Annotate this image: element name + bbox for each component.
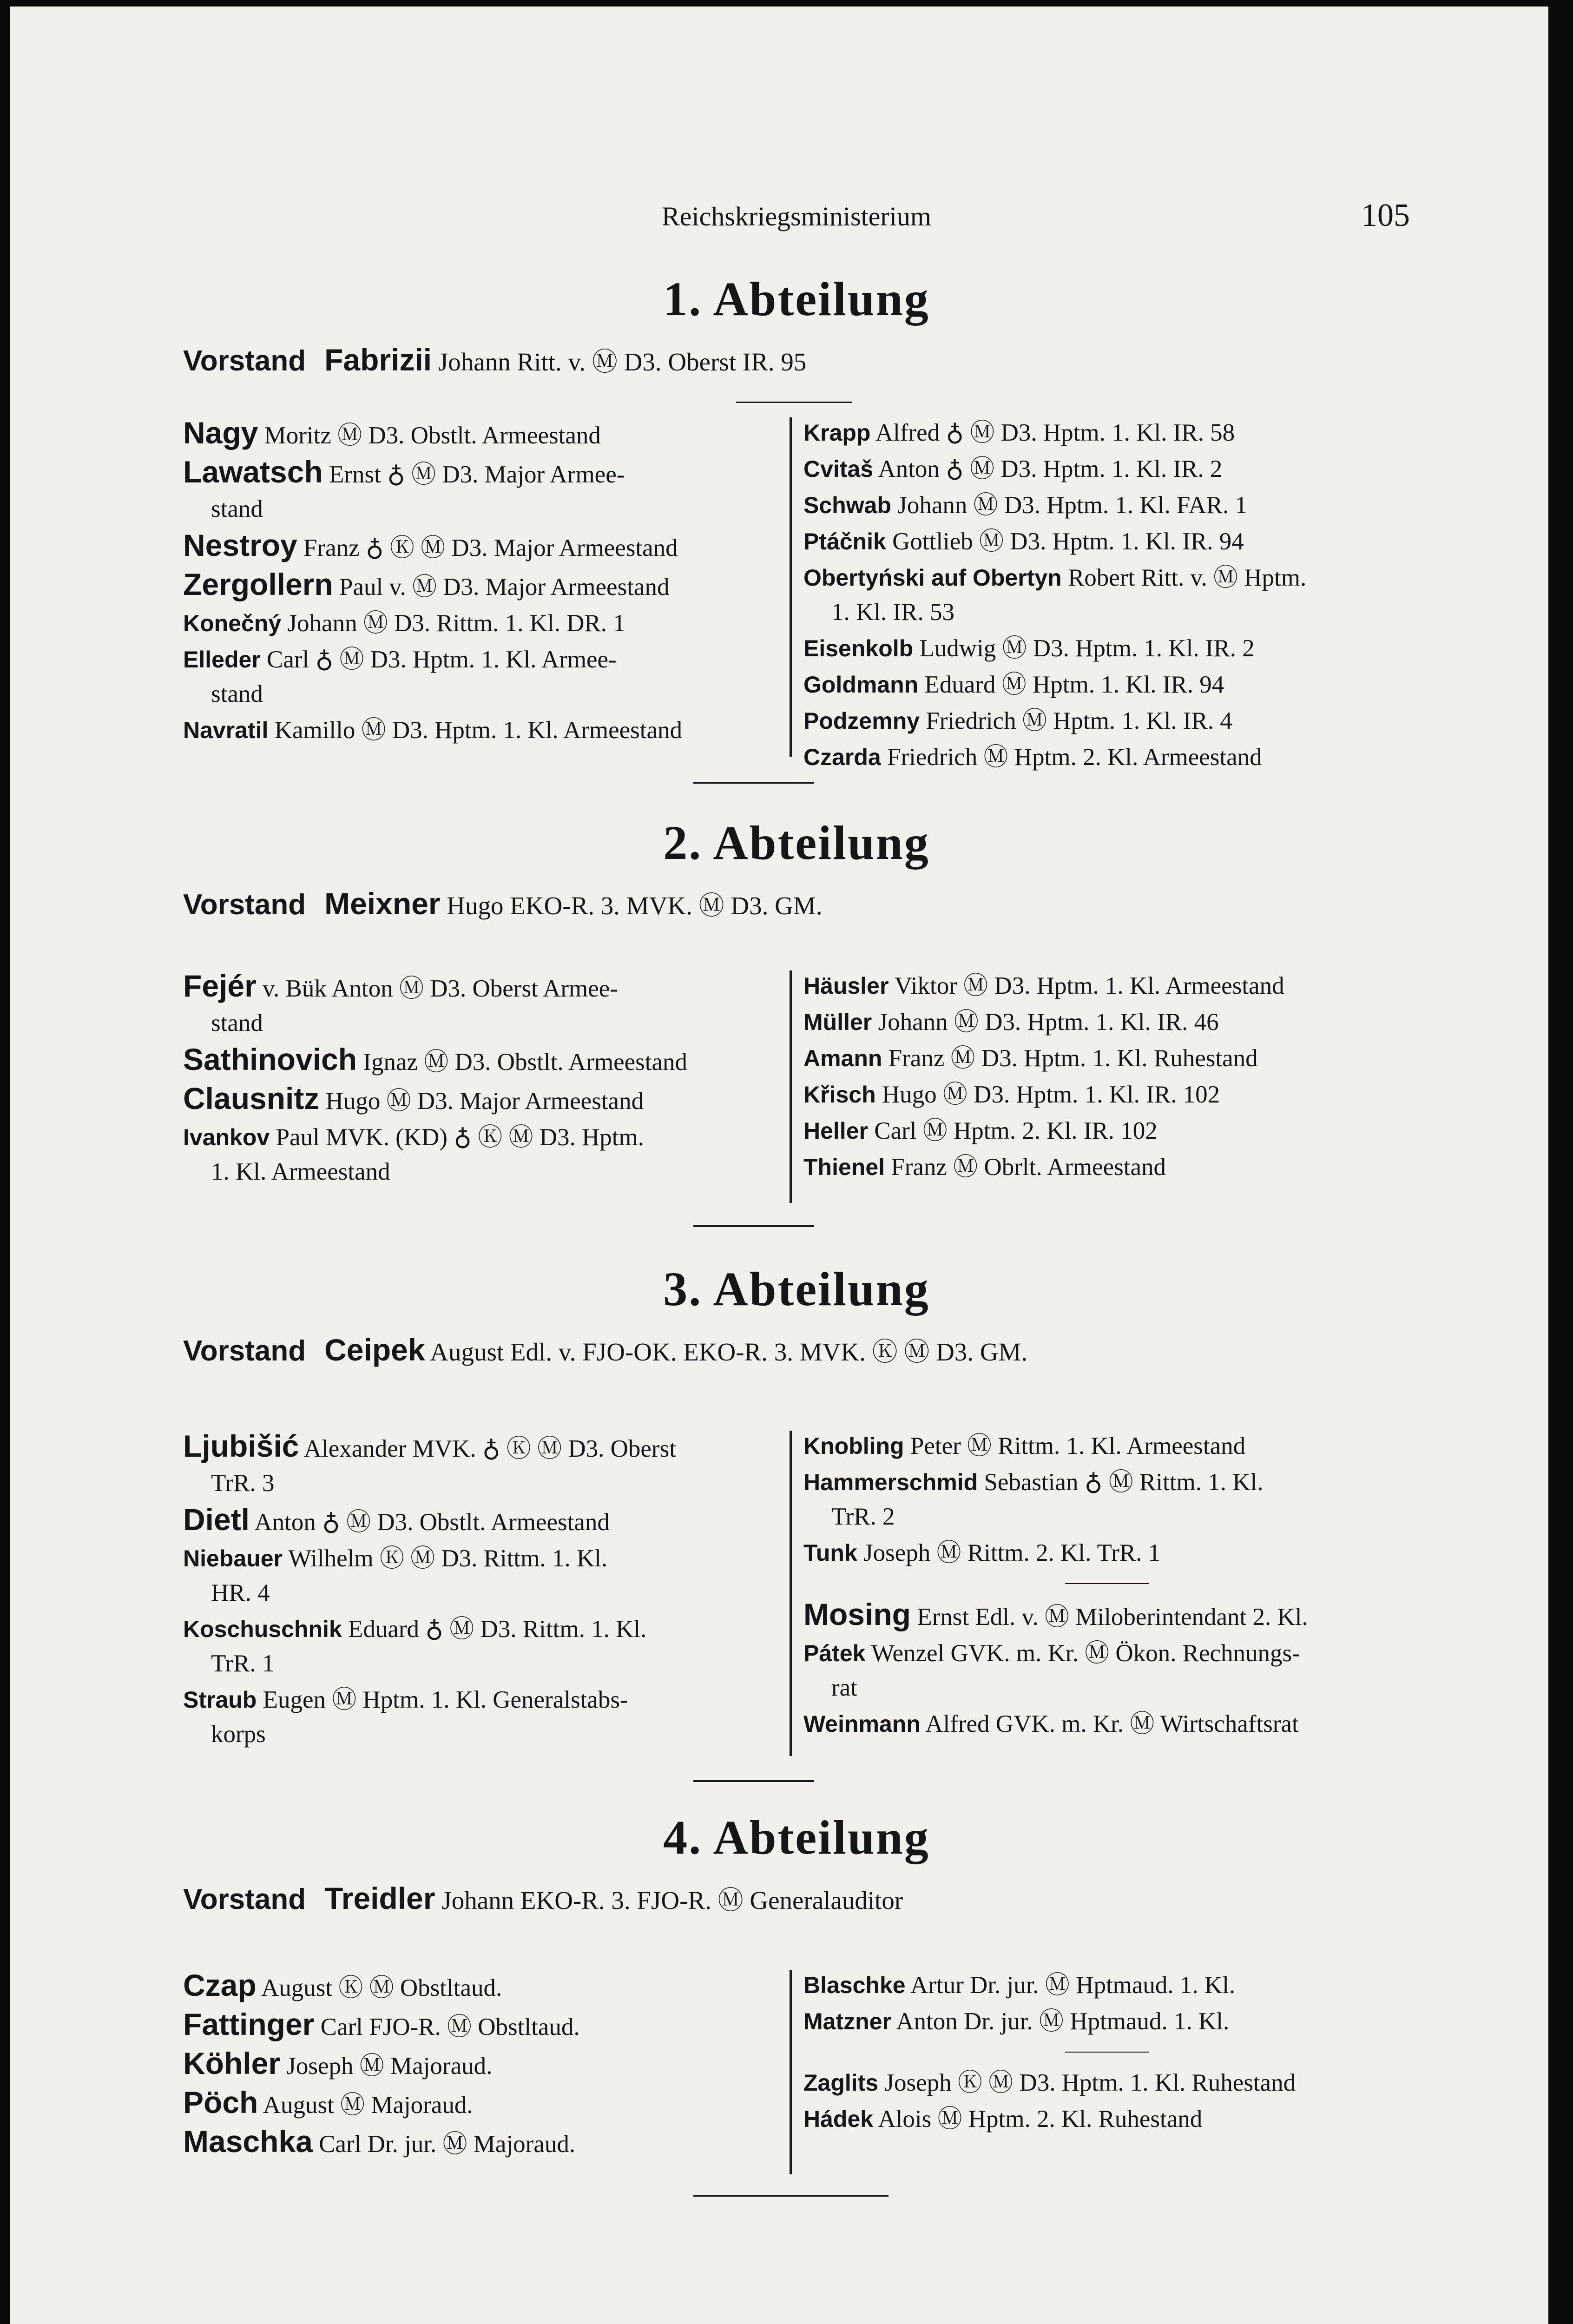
- person-entry: [183, 455, 783, 526]
- person-entry: [803, 1041, 1410, 1076]
- person-entry: [183, 1683, 783, 1751]
- vorstand-label: Vorstand: [183, 345, 306, 377]
- person-details: Joseph Ⓜ Majoraud.: [286, 2053, 493, 2080]
- person-surname: Amann: [803, 1045, 882, 1071]
- person-surname: Podzemny: [803, 708, 920, 734]
- person-entry: [803, 2066, 1410, 2100]
- page-end-rule: [693, 2195, 889, 2197]
- person-details: Hugo Ⓜ D3. Hptm. 1. Kl. IR. 102: [882, 1081, 1220, 1108]
- running-title: Reichskriegsministerium: [662, 201, 931, 231]
- person-surname: Köhler: [183, 2046, 281, 2080]
- person-entry: [183, 2046, 783, 2083]
- right-column: [803, 1429, 1410, 1743]
- entry-separator: [1065, 2052, 1149, 2053]
- person-surname: Cvitaš: [803, 456, 874, 482]
- person-entry: [803, 1636, 1410, 1705]
- section-title: 4. Abteilung: [663, 1811, 930, 1864]
- person-surname: Clausnitz: [183, 1081, 320, 1116]
- person-entry: [803, 1005, 1410, 1039]
- person-entry: [803, 561, 1410, 629]
- person-entry: [183, 1429, 783, 1500]
- person-surname: Obertyński auf Obertyn: [803, 565, 1062, 591]
- person-details: Carl FJO-R. Ⓜ Obstltaud.: [320, 2014, 580, 2040]
- person-surname: Eisenkolb: [803, 635, 914, 661]
- person-surname: Koschuschnik: [183, 1616, 342, 1642]
- vorstand-name: Treidler: [324, 1881, 435, 1915]
- person-details: Johann Ⓜ D3. Hptm. 1. Kl. IR. 46: [878, 1009, 1219, 1036]
- person-details-continued: stand: [211, 680, 263, 707]
- person-entry: [183, 969, 783, 1040]
- person-surname: Czap: [183, 1968, 257, 2002]
- person-details: Alois Ⓜ Hptm. 2. Kl. Ruhestand: [878, 2106, 1203, 2133]
- person-surname: Nagy: [183, 416, 258, 450]
- person-surname: Hádek: [803, 2106, 874, 2132]
- person-surname: Häusler: [803, 973, 889, 999]
- person-entry: [803, 1150, 1410, 1184]
- person-entry: [803, 1968, 1410, 2002]
- person-details-continued: TrR. 1: [211, 1650, 275, 1677]
- person-surname: Knobling: [803, 1433, 904, 1459]
- person-details: Wenzel GVK. m. Kr. Ⓜ Ökon. Rechnungs-: [871, 1640, 1300, 1667]
- person-entry: [183, 1612, 783, 1681]
- person-details-continued: TrR. 3: [211, 1470, 275, 1497]
- person-details: Eugen Ⓜ Hptm. 1. Kl. Generalstabs-: [263, 1686, 628, 1713]
- person-surname: Navratil: [183, 717, 269, 743]
- column-divider: [790, 971, 792, 1203]
- person-details: Carl ♁ Ⓜ D3. Hptm. 1. Kl. Armee-: [267, 646, 617, 673]
- running-header: [183, 197, 1410, 239]
- vorstand-label: Vorstand: [183, 889, 306, 921]
- person-details-continued: stand: [211, 495, 263, 522]
- person-details: Alexander MVK. ♁ Ⓚ Ⓜ D3. Oberst: [303, 1435, 676, 1462]
- person-surname: Straub: [183, 1687, 257, 1713]
- person-surname: Sathinovich: [183, 1042, 357, 1076]
- vorstand-line: [183, 885, 1410, 922]
- section-rule: [693, 782, 814, 784]
- right-column: [803, 416, 1410, 776]
- person-entry: [183, 2007, 783, 2044]
- person-details: Joseph Ⓚ Ⓜ D3. Hptm. 1. Kl. Ruhestand: [884, 2069, 1296, 2096]
- person-details: Franz ♁ Ⓚ Ⓜ D3. Major Armeestand: [303, 535, 678, 561]
- person-entry: [183, 416, 783, 453]
- section-title: 2. Abteilung: [663, 816, 930, 870]
- person-entry: [183, 2124, 783, 2161]
- person-details: Anton ♁ Ⓜ D3. Hptm. 1. Kl. IR. 2: [878, 456, 1223, 482]
- vorstand-details: Johann Ritt. v. Ⓜ D3. Oberst IR. 95: [438, 348, 807, 376]
- right-column: [803, 1968, 1410, 2138]
- person-entry: [183, 1502, 783, 1539]
- person-details: Paul v. Ⓜ D3. Major Armeestand: [339, 574, 670, 601]
- person-details: Gottlieb Ⓜ D3. Hptm. 1. Kl. IR. 94: [892, 528, 1244, 555]
- person-details-continued: rat: [831, 1674, 857, 1701]
- person-surname: Heller: [803, 1118, 868, 1144]
- person-details: August Ⓚ Ⓜ Obstltaud.: [261, 1974, 502, 2001]
- vorstand-details: Hugo EKO-R. 3. MVK. Ⓜ D3. GM.: [447, 891, 823, 920]
- person-details: Artur Dr. jur. Ⓜ Hptmaud. 1. Kl.: [910, 1972, 1236, 1999]
- left-column: [183, 1968, 783, 2163]
- person-entry: [183, 1968, 783, 2005]
- person-details-continued: HR. 4: [211, 1579, 270, 1606]
- person-details: v. Bük Anton Ⓜ D3. Oberst Armee-: [263, 975, 618, 1002]
- entry-separator: [1065, 1583, 1149, 1584]
- person-entry: [183, 1042, 783, 1079]
- person-entry: [183, 2085, 783, 2122]
- person-details: Alfred GVK. m. Kr. Ⓜ Wirtschaftsrat: [925, 1710, 1299, 1737]
- person-entry: [803, 1114, 1410, 1148]
- column-divider: [790, 1970, 792, 2174]
- person-surname: Pöch: [183, 2085, 258, 2119]
- person-details: Johann Ⓜ D3. Rittm. 1. Kl. DR. 1: [287, 610, 625, 637]
- heading-rule: [736, 402, 852, 403]
- person-surname: Schwab: [803, 492, 891, 518]
- person-surname: Maschka: [183, 2124, 313, 2159]
- person-entry: [183, 642, 783, 711]
- vorstand-label: Vorstand: [183, 1335, 306, 1367]
- person-entry: [803, 969, 1410, 1003]
- person-details: Friedrich Ⓜ Hptm. 1. Kl. IR. 4: [926, 707, 1232, 734]
- person-details-continued: 1. Kl. IR. 53: [831, 599, 954, 626]
- left-column: [183, 1429, 783, 1753]
- person-details: Carl Dr. jur. Ⓜ Majoraud.: [319, 2131, 576, 2158]
- person-entry: [803, 1536, 1410, 1570]
- person-entry: [803, 2102, 1410, 2136]
- person-surname: Pátek: [803, 1640, 866, 1666]
- person-surname: Ljubišić: [183, 1429, 299, 1463]
- person-details: Robert Ritt. v. Ⓜ Hptm.: [1067, 564, 1307, 591]
- person-entry: [803, 452, 1410, 486]
- person-entry: [183, 1081, 783, 1118]
- person-entry: [803, 1429, 1410, 1463]
- person-surname: Müller: [803, 1009, 872, 1035]
- column-divider: [790, 417, 792, 757]
- person-entry: [803, 1077, 1410, 1112]
- book-page: [10, 7, 1548, 2324]
- person-surname: Blaschke: [803, 1972, 906, 1998]
- person-details: Alfred ♁ Ⓜ D3. Hptm. 1. Kl. IR. 58: [875, 419, 1235, 446]
- person-surname: Zaglits: [803, 2070, 879, 2096]
- person-surname: Lawatsch: [183, 455, 323, 489]
- person-surname: Tunk: [803, 1540, 857, 1566]
- person-surname: Niebauer: [183, 1545, 283, 1571]
- person-details: Franz Ⓜ D3. Hptm. 1. Kl. Ruhestand: [888, 1045, 1258, 1072]
- person-details: Carl Ⓜ Hptm. 2. Kl. IR. 102: [874, 1117, 1158, 1144]
- person-surname: Thienel: [803, 1154, 885, 1180]
- person-surname: Matzner: [803, 2008, 891, 2034]
- person-surname: Konečný: [183, 610, 282, 636]
- person-details: August Ⓜ Majoraud.: [263, 2092, 473, 2119]
- person-details: Sebastian ♁ Ⓜ Rittm. 1. Kl.: [984, 1469, 1264, 1496]
- person-details: Kamillo Ⓜ D3. Hptm. 1. Kl. Armeestand: [274, 717, 683, 744]
- person-entry: [803, 704, 1410, 738]
- person-details: Joseph Ⓜ Rittm. 2. Kl. TrR. 1: [863, 1539, 1161, 1566]
- section-rule: [693, 1225, 814, 1227]
- person-surname: Křisch: [803, 1082, 876, 1108]
- person-details: Ernst Edl. v. Ⓜ Miloberintendant 2. Kl.: [917, 1604, 1308, 1631]
- vorstand-label: Vorstand: [183, 1883, 306, 1915]
- vorstand-details: Johann EKO-R. 3. FJO-R. Ⓜ Generalauditor: [441, 1886, 903, 1915]
- person-entry: [803, 416, 1410, 450]
- vorstand-line: [183, 1331, 1410, 1368]
- page-number: 105: [1361, 198, 1410, 233]
- person-entry: [803, 667, 1410, 702]
- person-surname: Zergollern: [183, 567, 333, 601]
- person-surname: Ivankov: [183, 1124, 270, 1150]
- person-entry: [183, 528, 783, 565]
- vorstand-line: [183, 341, 1410, 378]
- person-entry: [183, 606, 783, 640]
- left-column: [183, 969, 783, 1191]
- person-details: Eduard Ⓜ Hptm. 1. Kl. IR. 94: [924, 671, 1224, 698]
- person-details: Viktor Ⓜ D3. Hptm. 1. Kl. Armeestand: [894, 972, 1284, 999]
- person-surname: Krapp: [803, 420, 871, 446]
- vorstand-details: August Edl. v. FJO-OK. EKO-R. 3. MVK. Ⓚ Ⓜ D3. GM.: [430, 1338, 1028, 1366]
- column-divider: [790, 1431, 792, 1756]
- person-details: Ludwig Ⓜ D3. Hptm. 1. Kl. IR. 2: [919, 635, 1255, 662]
- person-entry: [803, 740, 1410, 774]
- person-surname: Fattinger: [183, 2007, 315, 2041]
- person-surname: Elleder: [183, 647, 261, 673]
- person-entry: [183, 1120, 783, 1189]
- person-entry: [803, 2004, 1410, 2039]
- person-details: Johann Ⓜ D3. Hptm. 1. Kl. FAR. 1: [897, 492, 1248, 519]
- person-details: Anton ♁ Ⓜ D3. Obstlt. Armeestand: [254, 1509, 610, 1536]
- person-entry: [803, 1465, 1410, 1534]
- section-rule: [693, 1780, 814, 1782]
- person-entry: [803, 1707, 1410, 1741]
- person-surname: Dietl: [183, 1502, 250, 1537]
- person-entry: [183, 713, 783, 747]
- person-surname: Goldmann: [803, 672, 919, 698]
- section-title: 3. Abteilung: [663, 1262, 930, 1316]
- right-column: [803, 969, 1410, 1186]
- person-details-continued: stand: [211, 1010, 263, 1037]
- person-surname: Czarda: [803, 744, 881, 770]
- person-details-continued: korps: [211, 1721, 266, 1748]
- person-surname: Nestroy: [183, 528, 297, 562]
- person-details: Ignaz Ⓜ D3. Obstlt. Armeestand: [363, 1049, 688, 1076]
- section-title: 1. Abteilung: [663, 272, 930, 326]
- person-entry: [803, 1597, 1410, 1634]
- person-surname: Weinmann: [803, 1711, 921, 1737]
- vorstand-line: [183, 1880, 1410, 1916]
- person-surname: Ptáčnik: [803, 528, 886, 555]
- person-details: Ernst ♁ Ⓜ D3. Major Armee-: [329, 461, 625, 488]
- vorstand-name: Meixner: [324, 886, 441, 921]
- person-details: Wilhelm Ⓚ Ⓜ D3. Rittm. 1. Kl.: [288, 1545, 608, 1572]
- person-details: Anton Dr. jur. Ⓜ Hptmaud. 1. Kl.: [896, 2008, 1230, 2035]
- person-entry: [803, 488, 1410, 522]
- person-details-continued: TrR. 2: [831, 1503, 895, 1530]
- person-details: Friedrich Ⓜ Hptm. 2. Kl. Armeestand: [887, 744, 1262, 771]
- person-entry: [183, 567, 783, 604]
- vorstand-name: Fabrizii: [324, 343, 432, 377]
- person-details: Franz Ⓜ Obrlt. Armeestand: [891, 1154, 1166, 1181]
- vorstand-name: Ceipek: [324, 1333, 425, 1367]
- person-details: Moritz Ⓜ D3. Obstlt. Armeestand: [264, 422, 601, 449]
- person-details: Paul MVK. (KD) ♁ Ⓚ Ⓜ D3. Hptm.: [276, 1124, 644, 1151]
- left-column: [183, 416, 783, 749]
- person-surname: Fejér: [183, 969, 257, 1003]
- person-details-continued: 1. Kl. Armeestand: [211, 1158, 390, 1185]
- person-details: Peter Ⓜ Rittm. 1. Kl. Armeestand: [910, 1433, 1246, 1459]
- person-surname: Hammerschmid: [803, 1469, 978, 1495]
- person-entry: [183, 1541, 783, 1610]
- person-surname: Mosing: [803, 1597, 911, 1631]
- person-details: Hugo Ⓜ D3. Major Armeestand: [325, 1088, 644, 1115]
- person-details: Eduard ♁ Ⓜ D3. Rittm. 1. Kl.: [348, 1616, 647, 1643]
- person-entry: [803, 524, 1410, 559]
- person-entry: [803, 631, 1410, 666]
